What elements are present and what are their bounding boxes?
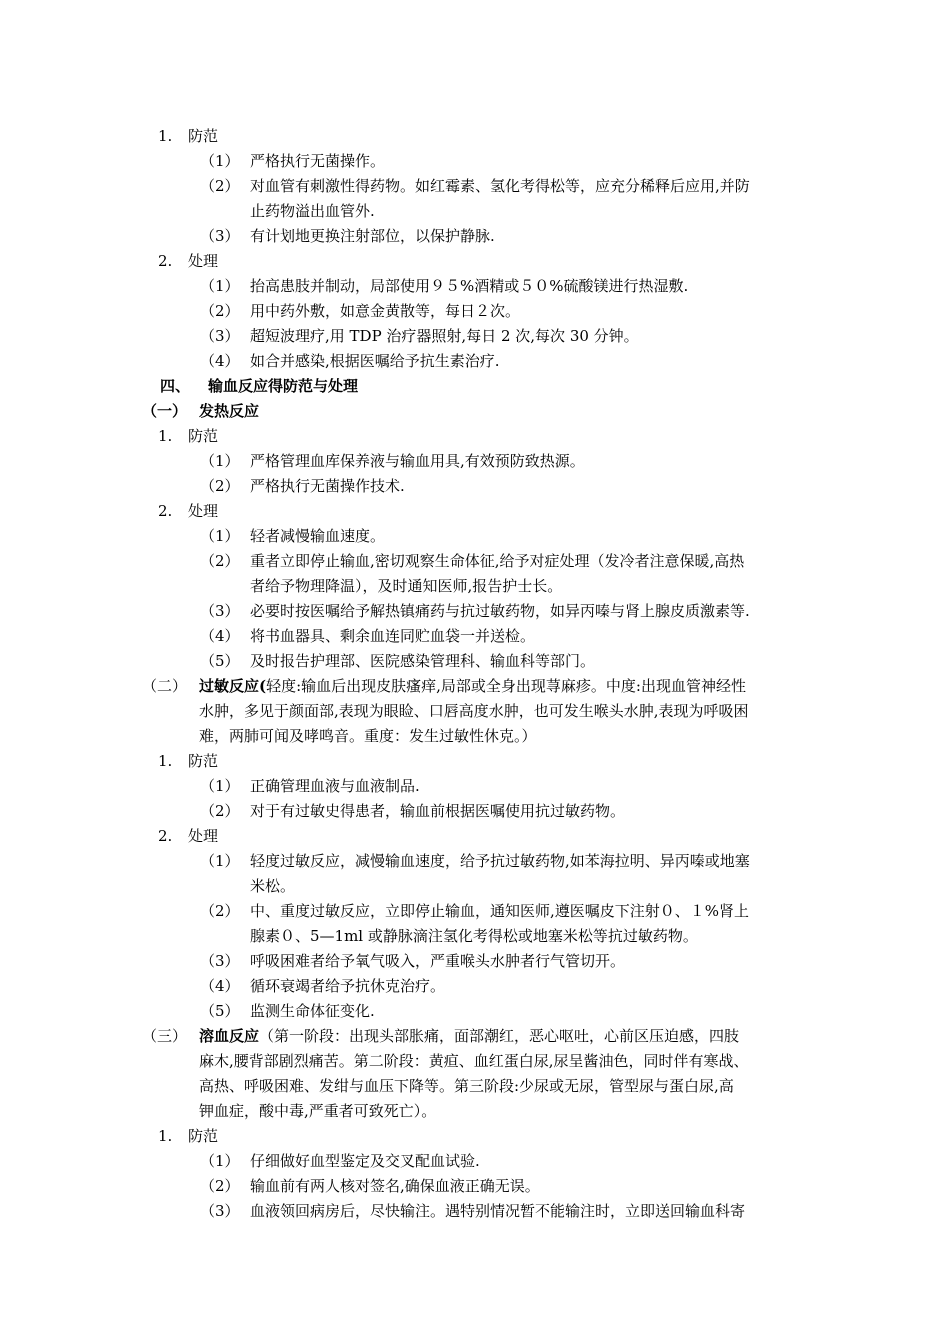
list-number: 1.: [158, 752, 173, 770]
item-number: （4）: [200, 977, 240, 995]
subsection-text-continued: 麻木,腰背部剧烈痛苦。第二阶段：黄疸、血红蛋白尿,尿呈酱油色，同时伴有寒战、: [199, 1052, 749, 1070]
section-heading: 输血反应得防范与处理: [208, 377, 359, 395]
item-text: 必要时按医嘱给予解热镇痛药与抗过敏药物，如异丙嗪与肾上腺皮质激素等.: [250, 602, 750, 620]
item-text: 用中药外敷，如意金黄散等，每日２次。: [250, 302, 521, 320]
item-text: 输血前有两人核对签名,确保血液正确无误。: [250, 1177, 540, 1195]
subsection-heading: 过敏反应(: [199, 677, 267, 695]
item-text: 严格执行无菌操作技术.: [250, 477, 405, 495]
subsection-text: （第一阶段：出现头部胀痛，面部潮红，恶心呕吐，心前区压迫感，四肢: [259, 1027, 740, 1045]
item-number: （5）: [200, 1002, 240, 1020]
subsection-paragraph: [199, 1026, 739, 1046]
item-number: （2）: [200, 902, 240, 920]
item-text: 正确管理血液与血液制品.: [250, 777, 420, 795]
item-text: 轻者减慢输血速度。: [250, 527, 386, 545]
item-text: 严格执行无菌操作。: [250, 152, 386, 170]
item-text: 血液领回病房后，尽快输注。遇特别情况暂不能输注时，立即送回输血科寄: [250, 1202, 746, 1220]
item-text: 对于有过敏史得患者，输血前根据医嘱使用抗过敏药物。: [250, 802, 626, 820]
item-text-continued: 腺素０、5—1ml 或静脉滴注氢化考得松或地塞米松等抗过敏药物。: [250, 927, 698, 945]
subsection-text-continued: 水肿，多见于颜面部,表现为眼睑、口唇高度水肿，也可发生喉头水肿,表现为呼吸困: [199, 702, 749, 720]
item-text: 轻度过敏反应，减慢输血速度，给予抗过敏药物,如苯海拉明、异丙嗪或地塞: [250, 852, 750, 870]
item-text: 对血管有刺激性得药物。如红霉素、氢化考得松等，应充分稀释后应用,并防: [250, 177, 750, 195]
item-text-continued: 米松。: [250, 877, 296, 895]
item-text: 重者立即停止输血,密切观察生命体征,给予对症处理（发冷者注意保暖,高热: [250, 552, 745, 570]
item-text: 呼吸困难者给予氧气吸入，严重喉头水肿者行气管切开。: [250, 952, 626, 970]
item-text: 将书血器具、剩余血连同贮血袋一并送检。: [250, 627, 536, 645]
subsection-text: 轻度:输血后出现皮肤瘙痒,局部或全身出现荨麻疹。中度:出现血管神经性: [266, 677, 746, 695]
item-number: （3）: [200, 602, 240, 620]
item-number: （1）: [200, 277, 240, 295]
section-number: 四、: [160, 377, 191, 395]
subsection-number: （三）: [142, 1027, 188, 1045]
item-number: （1）: [200, 852, 240, 870]
subsection-heading: 溶血反应: [199, 1027, 260, 1045]
item-text-continued: 者给予物理降温），及时通知医师,报告护士长。: [250, 577, 563, 595]
item-number: （1）: [200, 152, 240, 170]
subsection-heading: 发热反应: [199, 402, 260, 420]
item-text: 如合并感染,根据医嘱给予抗生素治疗.: [250, 352, 500, 370]
item-number: （4）: [200, 627, 240, 645]
list-number: 1.: [158, 1127, 173, 1145]
item-text: 严格管理血库保养液与输血用具,有效预防致热源。: [250, 452, 585, 470]
list-number: 2.: [158, 252, 173, 270]
list-heading: 处理: [188, 252, 219, 270]
item-text: 抬高患肢并制动，局部使用９５%酒精或５０%硫酸镁进行热湿敷.: [250, 277, 689, 295]
item-text: 仔细做好血型鉴定及交叉配血试验.: [250, 1152, 480, 1170]
item-number: （2）: [200, 802, 240, 820]
list-heading: 处理: [188, 502, 219, 520]
item-number: （3）: [200, 327, 240, 345]
subsection-text-continued: 难，两肺可闻及哮鸣音。重度：发生过敏性休克。）: [199, 727, 537, 745]
list-number: 2.: [158, 827, 173, 845]
list-heading: 防范: [188, 1127, 219, 1145]
item-number: （5）: [200, 652, 240, 670]
item-number: （2）: [200, 302, 240, 320]
subsection-paragraph: [199, 676, 746, 696]
subsection-number: （二）: [142, 677, 188, 695]
item-number: （1）: [200, 777, 240, 795]
item-number: （1）: [200, 527, 240, 545]
item-number: （2）: [200, 1177, 240, 1195]
item-number: （2）: [200, 177, 240, 195]
list-heading: 防范: [188, 427, 219, 445]
list-number: 2.: [158, 502, 173, 520]
list-number: 1.: [158, 127, 173, 145]
item-number: （1）: [200, 452, 240, 470]
list-heading: 防范: [188, 127, 219, 145]
list-heading: 防范: [188, 752, 219, 770]
item-number: （2）: [200, 477, 240, 495]
list-number: 1.: [158, 427, 173, 445]
item-number: （1）: [200, 1152, 240, 1170]
item-text: 及时报告护理部、医院感染管理科、输血科等部门。: [250, 652, 596, 670]
subsection-number: （一）: [142, 402, 188, 420]
item-text: 有计划地更换注射部位，以保护静脉.: [250, 227, 495, 245]
item-number: （3）: [200, 227, 240, 245]
subsection-text-continued: 高热、呼吸困难、发绀与血压下降等。第三阶段:少尿或无尿，管型尿与蛋白尿,高: [199, 1077, 734, 1095]
item-text: 超短波理疗,用 TDP 治疗器照射,每日 2 次,每次 30 分钟。: [250, 327, 639, 345]
item-text: 循环衰竭者给予抗休克治疗。: [250, 977, 446, 995]
list-heading: 处理: [188, 827, 219, 845]
item-number: （3）: [200, 952, 240, 970]
item-text-continued: 止药物溢出血管外.: [250, 202, 375, 220]
item-text: 监测生命体征变化.: [250, 1002, 375, 1020]
item-text: 中、重度过敏反应，立即停止输血，通知医师,遵医嘱皮下注射０、１%肾上: [250, 902, 750, 920]
item-number: （3）: [200, 1202, 240, 1220]
item-number: （4）: [200, 352, 240, 370]
subsection-text-continued: 钾血症，酸中毒,严重者可致死亡）。: [199, 1102, 437, 1120]
item-number: （2）: [200, 552, 240, 570]
